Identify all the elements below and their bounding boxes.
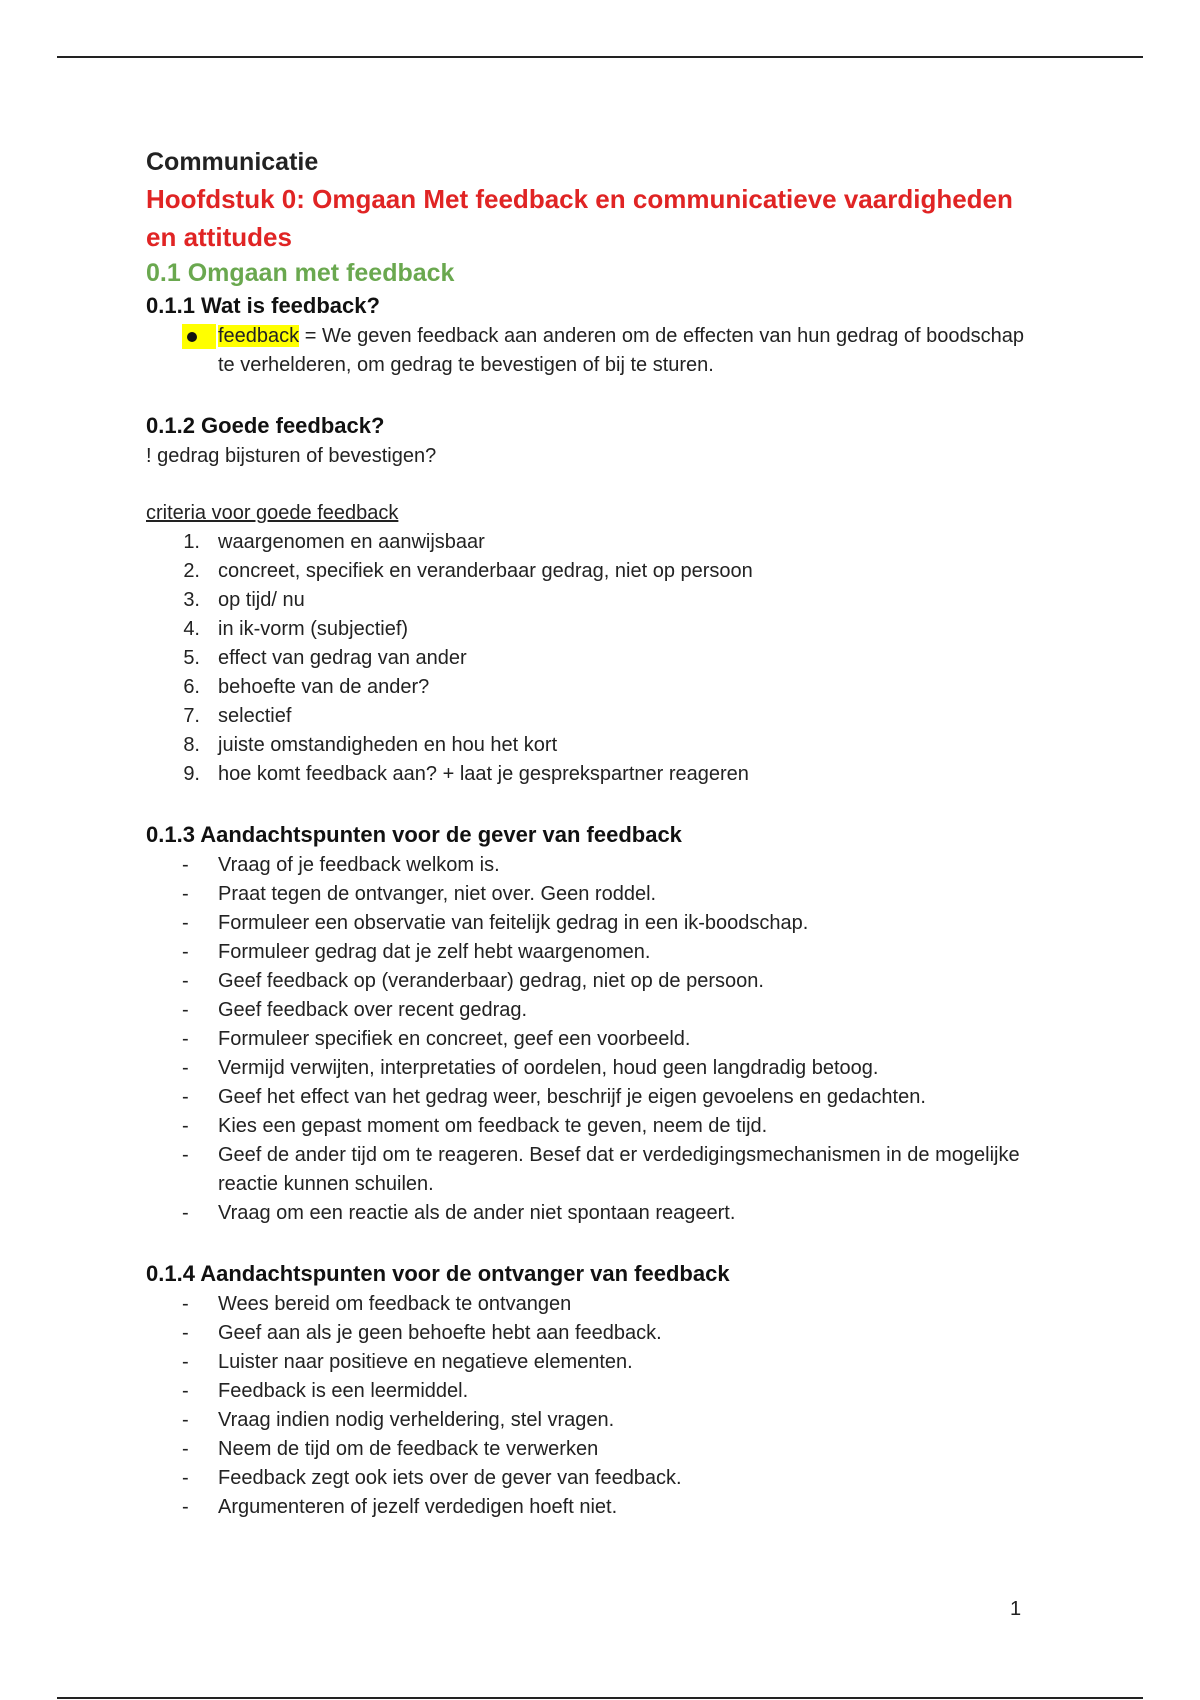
- tip-text: Feedback is een leermiddel.: [218, 1380, 469, 1402]
- footer-rule: [57, 1697, 1143, 1699]
- tip-text: Geef feedback over recent gedrag.: [218, 999, 528, 1021]
- tip-text: Neem de tijd om de feedback te verwerken: [218, 1438, 599, 1460]
- tip-text: Kies een gepast moment om feedback te geven, neem de tijd.: [218, 1115, 768, 1137]
- subsection-title-014: 0.1.4 Aandachtspunten voor de ontvanger van feedback: [146, 1261, 730, 1286]
- definition-list: [146, 322, 1046, 380]
- giver-tip-item: [146, 1054, 1046, 1083]
- chapter-title: Hoofdstuk 0: Omgaan Met feedback en communicatieve vaardigheden en attitudes: [146, 184, 1013, 252]
- tip-text: Formuleer specifiek en concreet, geef een voorbeeld.: [218, 1028, 691, 1050]
- receiver-tip-item: [146, 1319, 1046, 1348]
- dash-marker: -: [182, 1293, 189, 1315]
- giver-tip-item: [146, 1199, 1046, 1228]
- receiver-tips-list: [146, 1290, 1046, 1522]
- tip-text: Feedback zegt ook iets over de gever van feedback.: [218, 1467, 682, 1489]
- criteria-text: selectief: [218, 705, 292, 727]
- criteria-text: op tijd/ nu: [218, 589, 305, 611]
- criteria-text: behoefte van de ander?: [218, 676, 430, 698]
- tip-text: Luister naar positieve en negatieve elementen.: [218, 1351, 633, 1373]
- dash-marker: -: [182, 1057, 189, 1079]
- list-number: 1.: [183, 531, 200, 553]
- giver-tip-item: [146, 1025, 1046, 1054]
- tip-text: Geef feedback op (veranderbaar) gedrag, niet op de persoon.: [218, 970, 764, 992]
- definition-item: [146, 322, 1046, 380]
- giver-tip-item: [146, 880, 1046, 909]
- criteria-item: [146, 586, 1046, 615]
- dash-marker: -: [182, 1028, 189, 1050]
- tip-text: Formuleer een observatie van feitelijk gedrag in een ik-boodschap.: [218, 912, 809, 934]
- dash-marker: -: [182, 1144, 189, 1166]
- header-rule: [57, 56, 1143, 58]
- giver-tip-item: [146, 1083, 1046, 1112]
- dash-marker: -: [182, 1467, 189, 1489]
- subsection-title-012: 0.1.2 Goede feedback?: [146, 413, 385, 438]
- list-number: 5.: [183, 647, 200, 669]
- dash-marker: -: [182, 1496, 189, 1518]
- criteria-title: criteria voor goede feedback: [146, 502, 399, 524]
- list-number: 7.: [183, 705, 200, 727]
- dash-marker: -: [182, 912, 189, 934]
- criteria-item: [146, 731, 1046, 760]
- dash-marker: -: [182, 941, 189, 963]
- dash-marker: -: [182, 1202, 189, 1224]
- giver-tip-item: [146, 996, 1046, 1025]
- receiver-tip-item: [146, 1464, 1046, 1493]
- giver-tip-item: [146, 1141, 1046, 1199]
- tip-text: Praat tegen de ontvanger, niet over. Geen roddel.: [218, 883, 657, 905]
- criteria-text: in ik-vorm (subjectief): [218, 618, 409, 640]
- receiver-tip-item: [146, 1406, 1046, 1435]
- list-number: 9.: [183, 763, 200, 785]
- giver-tip-item: [146, 1112, 1046, 1141]
- criteria-item: [146, 615, 1046, 644]
- tip-text: Wees bereid om feedback te ontvangen: [218, 1293, 572, 1315]
- list-number: 2.: [183, 560, 200, 582]
- criteria-text: concreet, specifiek en veranderbaar gedrag, niet op persoon: [218, 560, 753, 582]
- receiver-tip-item: [146, 1493, 1046, 1522]
- dash-marker: -: [182, 1115, 189, 1137]
- list-number: 4.: [183, 618, 200, 640]
- criteria-text: waargenomen en aanwijsbaar: [218, 531, 485, 553]
- dash-marker: -: [182, 1086, 189, 1108]
- criteria-item: [146, 644, 1046, 673]
- giver-tips-list: [146, 851, 1046, 1228]
- tip-text: Argumenteren of jezelf verdedigen hoeft niet.: [218, 1496, 618, 1518]
- criteria-item: [146, 557, 1046, 586]
- receiver-tip-item: [146, 1435, 1046, 1464]
- dash-marker: -: [182, 1322, 189, 1344]
- tip-text: Vermijd verwijten, interpretaties of oordelen, houd geen langdradig betoog.: [218, 1057, 879, 1079]
- dash-marker: -: [182, 970, 189, 992]
- section-title: 0.1 Omgaan met feedback: [146, 259, 455, 287]
- document-title: Communicatie: [146, 148, 319, 176]
- criteria-item: [146, 673, 1046, 702]
- receiver-tip-item: [146, 1290, 1046, 1319]
- note-text: ! gedrag bijsturen of bevestigen?: [146, 445, 437, 467]
- tip-text: Vraag indien nodig verheldering, stel vragen.: [218, 1409, 615, 1431]
- dash-marker: -: [182, 1351, 189, 1373]
- subsection-title-011: 0.1.1 Wat is feedback?: [146, 293, 380, 318]
- bullet-icon: [182, 324, 216, 349]
- criteria-item: [146, 760, 1046, 789]
- criteria-text: effect van gedrag van ander: [218, 647, 467, 669]
- giver-tip-item: [146, 851, 1046, 880]
- dash-marker: -: [182, 1438, 189, 1460]
- giver-tip-item: [146, 938, 1046, 967]
- subsection-title-013: 0.1.3 Aandachtspunten voor de gever van feedback: [146, 822, 682, 847]
- page-content: [146, 144, 1046, 1522]
- dash-marker: -: [182, 1409, 189, 1431]
- tip-text: Formuleer gedrag dat je zelf hebt waargenomen.: [218, 941, 651, 963]
- giver-tip-item: [146, 909, 1046, 938]
- dash-marker: -: [182, 999, 189, 1021]
- dash-marker: -: [182, 1380, 189, 1402]
- receiver-tip-item: [146, 1348, 1046, 1377]
- tip-text: Geef aan als je geen behoefte hebt aan feedback.: [218, 1322, 662, 1344]
- criteria-item: [146, 528, 1046, 557]
- definition-text: = We geven feedback aan anderen om de effecten van hun gedrag of boodschap te verhelderen, om gedrag te bevestigen of bij te sturen.: [218, 325, 1024, 376]
- dash-marker: -: [182, 883, 189, 905]
- list-number: 8.: [183, 734, 200, 756]
- criteria-item: [146, 702, 1046, 731]
- dash-marker: -: [182, 854, 189, 876]
- tip-text: Geef het effect van het gedrag weer, beschrijf je eigen gevoelens en gedachten.: [218, 1086, 926, 1108]
- list-number: 6.: [183, 676, 200, 698]
- tip-text: Vraag of je feedback welkom is.: [218, 854, 500, 876]
- criteria-text: juiste omstandigheden en hou het kort: [218, 734, 558, 756]
- list-number: 3.: [183, 589, 200, 611]
- criteria-list: [146, 528, 1046, 789]
- highlighted-term: feedback: [218, 325, 300, 347]
- page-number: 1: [1010, 1598, 1022, 1620]
- tip-text: Geef de ander tijd om te reageren. Besef dat er verdedigingsmechanismen in de mogelijke reactie kunnen schuilen.: [218, 1144, 1020, 1195]
- receiver-tip-item: [146, 1377, 1046, 1406]
- tip-text: Vraag om een reactie als de ander niet spontaan reageert.: [218, 1202, 736, 1224]
- giver-tip-item: [146, 967, 1046, 996]
- criteria-text: hoe komt feedback aan? + laat je gesprekspartner reageren: [218, 763, 749, 785]
